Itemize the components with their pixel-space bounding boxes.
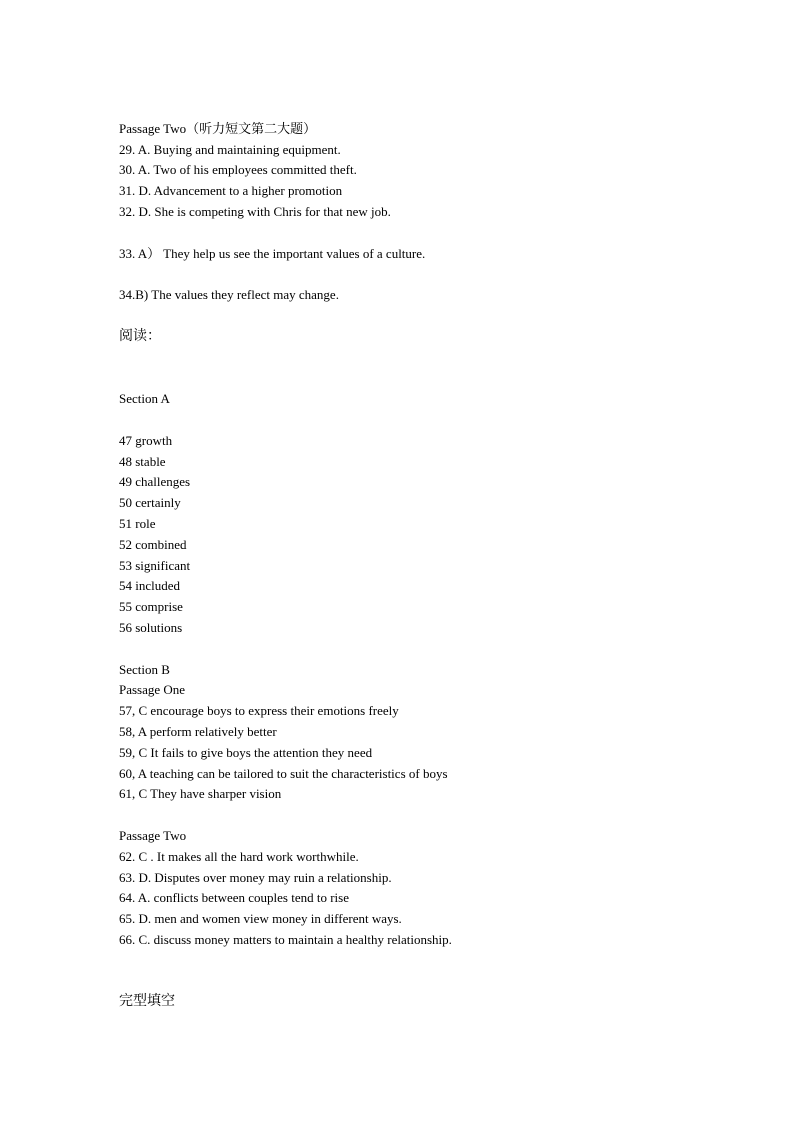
passage-one-answer-57: 57, C encourage boys to express their emotions freely xyxy=(119,703,399,718)
listening-answer-30: 30. A. Two of his employees committed theft. xyxy=(119,162,357,177)
section-b-heading: Section B xyxy=(119,662,170,677)
section-a-answer-48: 48 stable xyxy=(119,454,166,469)
passage-two-answer-62: 62. C . It makes all the hard work worthwhile. xyxy=(119,849,359,864)
listening-answer-34: 34.B) The values they reflect may change. xyxy=(119,287,339,302)
section-a-answer-47: 47 growth xyxy=(119,433,173,448)
section-a-answer-55: 55 comprise xyxy=(119,599,183,614)
passage-two-answer-63: 63. D. Disputes over money may ruin a relationship. xyxy=(119,870,392,885)
section-a-answer-50: 50 certainly xyxy=(119,495,181,510)
listening-answer-31: 31. D. Advancement to a higher promotion xyxy=(119,183,343,198)
passage-one-answer-60: 60, A teaching can be tailored to suit the characteristics of boys xyxy=(119,766,448,781)
listening-answer-32: 32. D. She is competing with Chris for that new job. xyxy=(119,204,391,219)
passage-two-answer-66: 66. C. discuss money matters to maintain a healthy relationship. xyxy=(119,932,452,947)
section-a-answer-56: 56 solutions xyxy=(119,620,183,635)
section-a-answer-52: 52 combined xyxy=(119,537,187,552)
listening-answer-29: 29. A. Buying and maintaining equipment. xyxy=(119,142,341,157)
section-a-answer-54: 54 included xyxy=(119,578,181,593)
listening-passage-two-heading: Passage Two（听力短文第二大题） xyxy=(119,121,317,136)
section-a-heading: Section A xyxy=(119,391,170,406)
listening-answer-33: 33. A） They help us see the important values of a culture. xyxy=(119,246,426,261)
section-a-answer-53: 53 significant xyxy=(119,558,191,573)
passage-two-answer-65: 65. D. men and women view money in different ways. xyxy=(119,911,402,926)
passage-one-heading: Passage One xyxy=(119,682,186,697)
section-a-answer-51: 51 role xyxy=(119,516,156,531)
passage-two-answer-64: 64. A. conflicts between couples tend to rise xyxy=(119,890,349,905)
cloze-heading: 完型填空 xyxy=(119,993,175,1009)
passage-one-answer-58: 58, A perform relatively better xyxy=(119,724,277,739)
passage-two-heading: Passage Two xyxy=(119,828,187,843)
reading-heading: 阅读： xyxy=(119,328,161,344)
passage-one-answer-59: 59, C It fails to give boys the attention they need xyxy=(119,745,373,760)
section-a-answer-49: 49 challenges xyxy=(119,474,191,489)
passage-one-answer-61: 61, C They have sharper vision xyxy=(119,786,282,801)
